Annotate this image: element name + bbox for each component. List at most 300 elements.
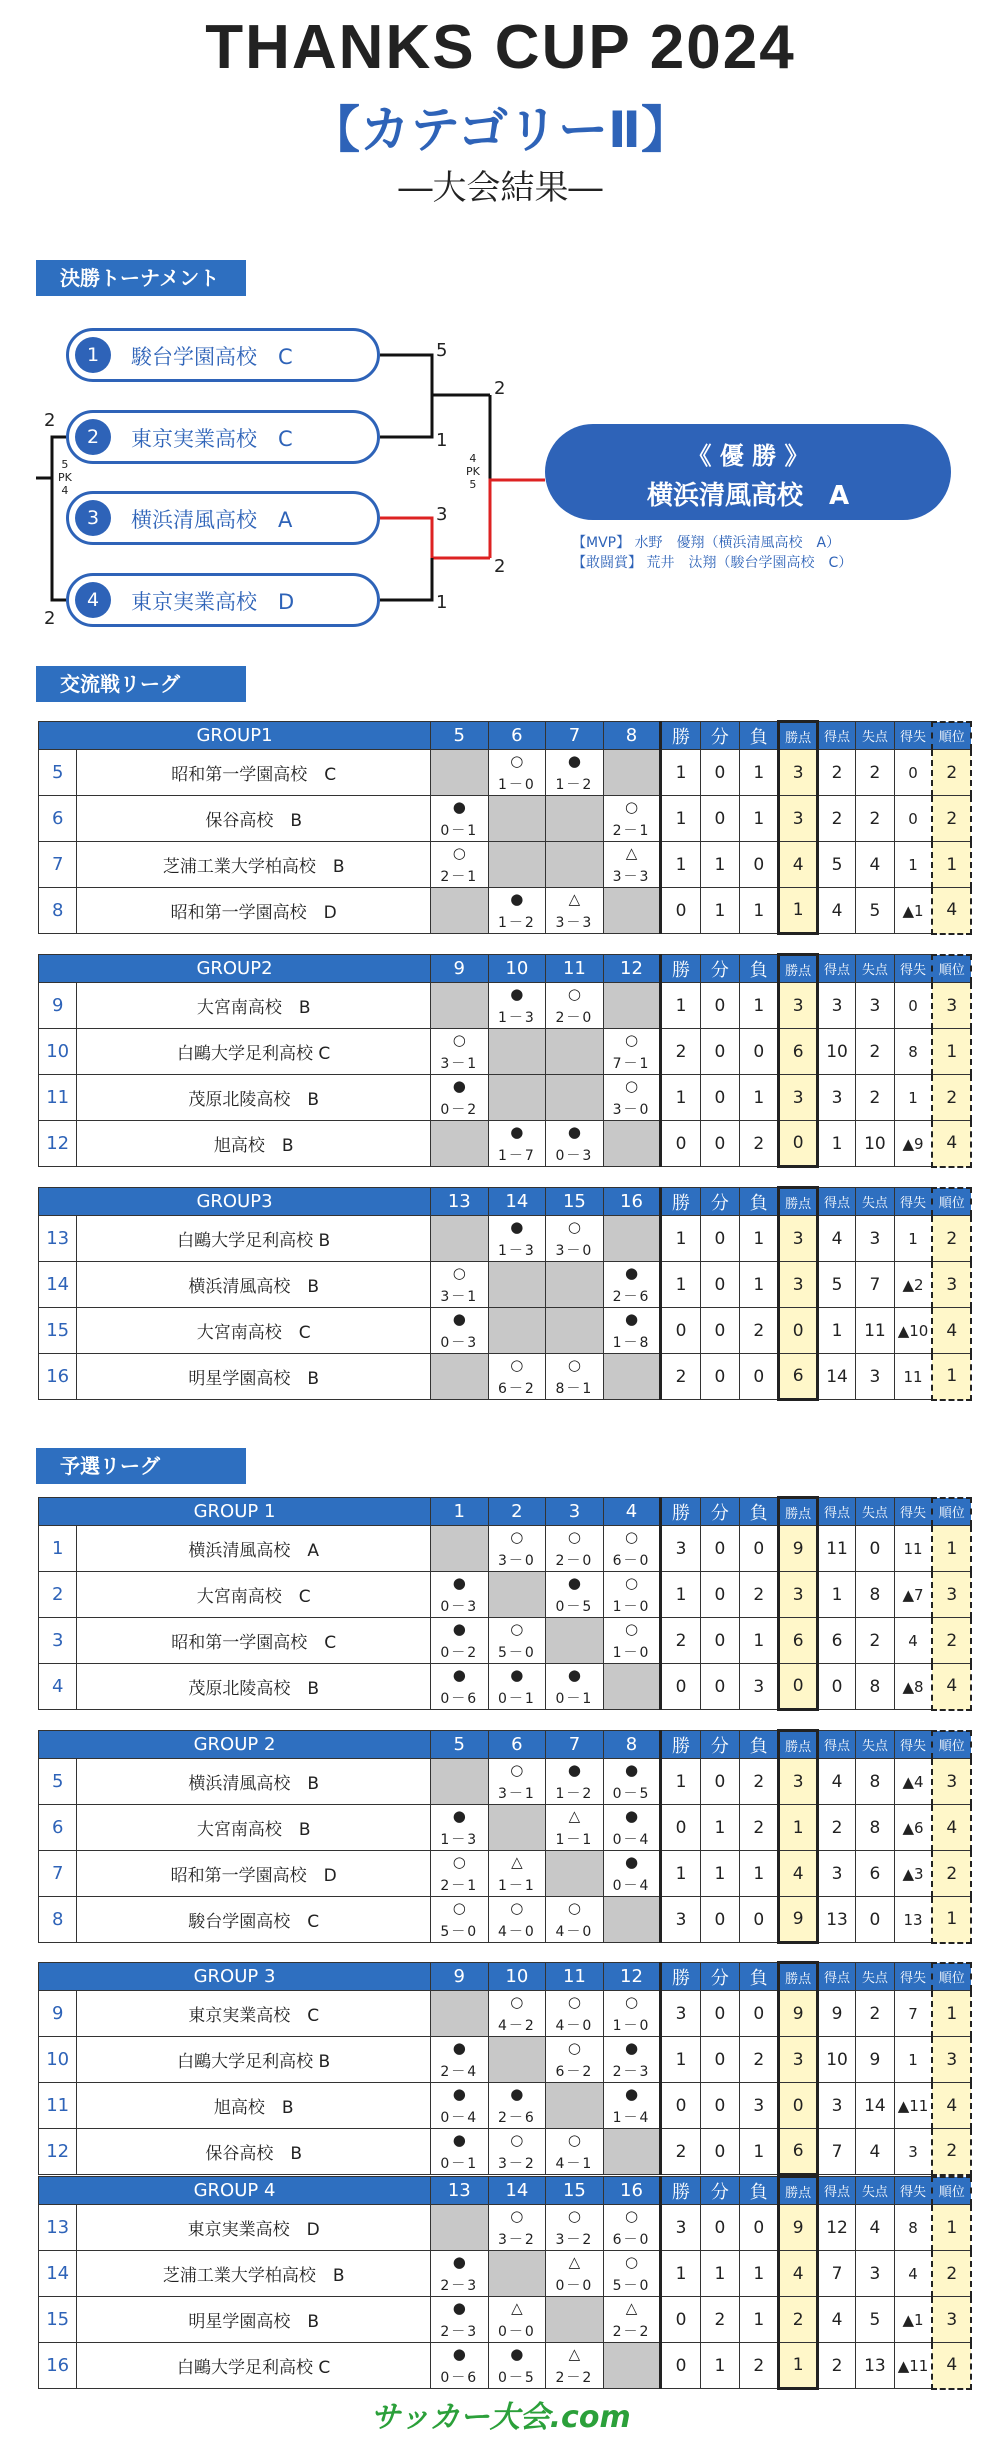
column-header: 8: [603, 1731, 661, 1759]
result-mark: ○: [510, 1619, 524, 1638]
result-score: 0－4: [612, 1877, 651, 1894]
match-result: [430, 2083, 488, 2129]
stat-header-win: 勝: [661, 1731, 700, 1759]
stat-ga: 8: [856, 1664, 894, 1710]
match-result: [603, 2205, 661, 2251]
match-result: [546, 1216, 604, 1262]
result-score: 2－2: [555, 2369, 594, 2386]
team-name: 明星学園高校 B: [77, 2297, 431, 2343]
match-result: [488, 1897, 546, 1943]
table-row: [39, 1526, 972, 1572]
group-name: GROUP 3: [39, 1963, 431, 1991]
stat-ga: 4: [856, 2205, 894, 2251]
result-mark: ●: [624, 1263, 639, 1282]
table-row: [39, 2083, 972, 2129]
stat-ga: 4: [856, 842, 894, 888]
result-mark: ○: [510, 1527, 524, 1546]
stat-header-loss: 負: [740, 955, 779, 983]
stat-rank: 1: [932, 1526, 971, 1572]
result-mark: ●: [510, 2084, 524, 2103]
stat-header-pts: 勝点: [779, 1498, 817, 1526]
match-result: [603, 1851, 661, 1897]
pk-left: 5 PK 4: [58, 458, 72, 497]
section-prelim: 予選リーグ: [36, 1448, 246, 1484]
stat-gf: 2: [817, 2343, 855, 2389]
stat-header-gd: 得失: [894, 1963, 932, 1991]
row-number: 11: [39, 2083, 77, 2129]
stat-l: 0: [740, 842, 779, 888]
team-name: 旭高校 B: [77, 1121, 431, 1167]
stat-gd: ▲4: [894, 1759, 932, 1805]
team-name: 芝浦工業大学柏高校 B: [77, 842, 431, 888]
stat-gf: 3: [817, 1851, 855, 1897]
stat-rank: 2: [932, 2251, 971, 2297]
stat-gd: ▲8: [894, 1664, 932, 1710]
match-result: [546, 2083, 604, 2129]
stat-gd: 1: [894, 1075, 932, 1121]
match-result: [430, 1354, 488, 1400]
match-result: [430, 1572, 488, 1618]
stat-w: 0: [661, 1805, 700, 1851]
stat-ga: 3: [856, 1354, 894, 1400]
result-score: 4－2: [497, 2017, 536, 2034]
team-name: 明星学園高校 B: [77, 1354, 431, 1400]
stat-w: 1: [661, 1572, 700, 1618]
stat-gf: 5: [817, 842, 855, 888]
result-mark: ○: [452, 1263, 466, 1282]
match-result: [488, 888, 546, 934]
stat-w: 0: [661, 888, 700, 934]
stat-w: 2: [661, 1029, 700, 1075]
match-result: [430, 2297, 488, 2343]
result-score: 1－0: [612, 2017, 651, 2034]
stat-rank: 3: [932, 1262, 971, 1308]
match-result: [488, 750, 546, 796]
stat-l: 1: [740, 796, 779, 842]
stat-d: 0: [700, 796, 739, 842]
score-semi2-top: 3: [436, 504, 448, 525]
column-header: 5: [430, 1731, 488, 1759]
result-mark: ●: [624, 1806, 639, 1825]
stat-header-loss: 負: [740, 722, 779, 750]
table-row: [39, 983, 972, 1029]
team-name: 旭高校 B: [77, 2083, 431, 2129]
result-score: 1－1: [555, 1831, 594, 1848]
result-score: 3－2: [555, 2231, 594, 2248]
column-header: 9: [430, 1963, 488, 1991]
stat-header-gd: 得失: [894, 1498, 932, 1526]
stat-header-rank: 順位: [932, 722, 971, 750]
stat-d: 0: [700, 1897, 739, 1943]
match-result: [430, 1308, 488, 1354]
match-result: [430, 983, 488, 1029]
stat-header-ga: 失点: [856, 1188, 894, 1216]
stat-rank: 4: [932, 2343, 971, 2389]
match-result: [430, 750, 488, 796]
result-mark: ●: [624, 2038, 639, 2057]
match-result: [488, 1991, 546, 2037]
stat-rank: 3: [932, 1759, 971, 1805]
result-mark: ○: [452, 1030, 466, 1049]
result-mark: △: [568, 889, 581, 908]
stat-gf: 2: [817, 796, 855, 842]
match-result: [546, 1991, 604, 2037]
result-score: 3－1: [497, 1785, 536, 1802]
result-mark: △: [511, 1852, 523, 1871]
result-mark: ●: [452, 2252, 466, 2271]
stat-pts: 0: [779, 2083, 817, 2129]
score-left-bottom: 2: [44, 608, 56, 629]
stat-header-rank: 順位: [932, 955, 971, 983]
score-semi2-bottom: 1: [436, 592, 448, 613]
column-header: 10: [488, 955, 546, 983]
stat-w: 0: [661, 1308, 700, 1354]
stat-header-rank: 順位: [932, 2177, 971, 2205]
stat-gf: 9: [817, 1991, 855, 2037]
stat-w: 1: [661, 1262, 700, 1308]
match-result: [603, 1075, 661, 1121]
column-header: 3: [546, 1498, 604, 1526]
mvp-award: 【MVP】 水野 優翔（横浜清風高校 A）: [572, 535, 841, 551]
group-name: GROUP 4: [39, 2177, 431, 2205]
result-score: 3－3: [555, 914, 594, 931]
result-score: 2－3: [440, 2323, 479, 2340]
team-name: 茂原北陵高校 B: [77, 1075, 431, 1121]
result-score: 0－5: [612, 1785, 651, 1802]
result-score: 1－3: [497, 1242, 536, 1259]
stat-pts: 9: [779, 1991, 817, 2037]
stat-ga: 5: [856, 2297, 894, 2343]
stat-l: 1: [740, 983, 779, 1029]
match-result: [546, 1526, 604, 1572]
stat-w: 0: [661, 2083, 700, 2129]
seed-number: 3: [75, 500, 111, 536]
result-score: 2－6: [497, 2109, 536, 2126]
result-score: 3－2: [497, 2231, 536, 2248]
score-final-top: 2: [494, 378, 506, 399]
match-result: [430, 2129, 488, 2175]
match-result: [546, 2129, 604, 2175]
stat-header-draw: 分: [700, 1963, 739, 1991]
row-number: 7: [39, 842, 77, 888]
stat-d: 1: [700, 1805, 739, 1851]
stat-gd: 8: [894, 1029, 932, 1075]
result-score: 3－2: [497, 2155, 536, 2172]
row-number: 4: [39, 1664, 77, 1710]
result-mark: ●: [452, 1309, 466, 1328]
result-mark: ●: [624, 1760, 639, 1779]
pk-right: 4 PK 5: [466, 452, 480, 491]
stat-ga: 3: [856, 2251, 894, 2297]
result-mark: △: [568, 2344, 581, 2363]
stat-pts: 3: [779, 1262, 817, 1308]
stat-header-rank: 順位: [932, 1963, 971, 1991]
stat-w: 1: [661, 750, 700, 796]
match-result: [603, 1526, 661, 1572]
result-score: 0－1: [555, 1690, 594, 1707]
stat-pts: 1: [779, 1805, 817, 1851]
stat-pts: 3: [779, 796, 817, 842]
row-number: 14: [39, 1262, 77, 1308]
match-result: [430, 1805, 488, 1851]
result-mark: ●: [452, 1806, 466, 1825]
stat-rank: 2: [932, 750, 971, 796]
stat-ga: 0: [856, 1526, 894, 1572]
stat-l: 0: [740, 1526, 779, 1572]
stat-gd: ▲11: [894, 2343, 932, 2389]
stat-pts: 9: [779, 1526, 817, 1572]
league-table: [38, 1961, 972, 2176]
stat-header-gf: 得点: [817, 1731, 855, 1759]
result-score: 0－4: [612, 1831, 651, 1848]
match-result: [603, 1216, 661, 1262]
result-score: 6－2: [497, 1380, 536, 1397]
result-score: 1－1: [497, 1877, 536, 1894]
column-header: 13: [430, 1188, 488, 1216]
result-mark: ○: [567, 1217, 581, 1236]
result-mark: ●: [624, 1309, 639, 1328]
result-score: 1－7: [497, 1147, 536, 1164]
stat-rank: 4: [932, 1121, 971, 1167]
column-header: 7: [546, 1731, 604, 1759]
match-result: [546, 1664, 604, 1710]
result-mark: ●: [452, 797, 466, 816]
stat-gd: ▲11: [894, 2083, 932, 2129]
result-mark: ○: [452, 1852, 466, 1871]
match-result: [546, 2297, 604, 2343]
league-table: [38, 720, 972, 935]
stat-pts: 9: [779, 2205, 817, 2251]
match-result: [430, 2037, 488, 2083]
stat-header-ga: 失点: [856, 1731, 894, 1759]
match-result: [546, 888, 604, 934]
result-score: 2－1: [440, 1877, 479, 1894]
match-result: [603, 1354, 661, 1400]
result-score: 3－0: [555, 1242, 594, 1259]
subtitle: ―大会結果―: [398, 168, 603, 208]
result-score: 3－1: [440, 1055, 479, 1072]
stat-l: 2: [740, 2037, 779, 2083]
stat-header-gf: 得点: [817, 2177, 855, 2205]
result-mark: ●: [510, 1665, 524, 1684]
column-header: 1: [430, 1498, 488, 1526]
stat-w: 2: [661, 2129, 700, 2175]
stat-header-ga: 失点: [856, 722, 894, 750]
table-row: [39, 1121, 972, 1167]
match-result: [603, 2251, 661, 2297]
result-mark: △: [625, 2298, 638, 2317]
stat-header-rank: 順位: [932, 1498, 971, 1526]
stat-l: 2: [740, 1805, 779, 1851]
match-result: [546, 1618, 604, 1664]
stat-rank: 2: [932, 1851, 971, 1897]
result-mark: ○: [567, 1527, 581, 1546]
result-mark: ●: [452, 1573, 466, 1592]
stat-pts: 4: [779, 1851, 817, 1897]
column-header: 7: [546, 722, 604, 750]
stat-gf: 13: [817, 1897, 855, 1943]
table-row: [39, 1805, 972, 1851]
bracket-team-4: [66, 573, 380, 627]
match-result: [488, 2037, 546, 2083]
league-table: [38, 2175, 972, 2390]
result-score: 0－1: [440, 822, 479, 839]
result-mark: ○: [510, 2130, 524, 2149]
result-mark: ○: [624, 1527, 639, 1546]
column-header: 12: [603, 1963, 661, 1991]
column-header: 6: [488, 722, 546, 750]
result-score: 1－2: [555, 776, 594, 793]
stat-header-win: 勝: [661, 1188, 700, 1216]
result-mark: ●: [510, 1217, 524, 1236]
result-score: 1－0: [497, 776, 536, 793]
stat-header-gd: 得失: [894, 955, 932, 983]
result-score: 2－4: [440, 2063, 479, 2080]
match-result: [430, 842, 488, 888]
match-result: [488, 1805, 546, 1851]
stat-rank: 4: [932, 1664, 971, 1710]
result-score: 0－2: [440, 1101, 479, 1118]
result-mark: ○: [510, 1355, 524, 1374]
team-name: 白鷗大学足利高校 B: [77, 1216, 431, 1262]
stat-gd: ▲1: [894, 888, 932, 934]
result-mark: ●: [624, 1852, 639, 1871]
result-score: 0－2: [440, 1644, 479, 1661]
stat-gd: 13: [894, 1897, 932, 1943]
stat-l: 1: [740, 1851, 779, 1897]
row-number: 5: [39, 1759, 77, 1805]
team-name: 東京実業高校 D: [131, 590, 295, 614]
match-result: [603, 1572, 661, 1618]
stat-gd: ▲10: [894, 1308, 932, 1354]
result-mark: ●: [452, 1619, 466, 1638]
bracket-team-2: [66, 410, 380, 464]
row-number: 8: [39, 1897, 77, 1943]
result-mark: ●: [452, 2038, 466, 2057]
stat-ga: 2: [856, 1618, 894, 1664]
stat-rank: 1: [932, 1897, 971, 1943]
match-result: [546, 1308, 604, 1354]
result-mark: ○: [567, 1898, 581, 1917]
table-row: [39, 2297, 972, 2343]
row-number: 16: [39, 2343, 77, 2389]
champion-box: [545, 424, 951, 520]
match-result: [546, 1897, 604, 1943]
match-result: [430, 1897, 488, 1943]
stat-gd: 4: [894, 1618, 932, 1664]
row-number: 5: [39, 750, 77, 796]
stat-w: 1: [661, 796, 700, 842]
seed-number: 4: [75, 582, 111, 618]
stat-ga: 0: [856, 1897, 894, 1943]
stat-l: 2: [740, 1121, 779, 1167]
stat-w: 0: [661, 1121, 700, 1167]
stat-rank: 4: [932, 2083, 971, 2129]
match-result: [546, 2205, 604, 2251]
stat-l: 2: [740, 1759, 779, 1805]
stat-gf: 6: [817, 1618, 855, 1664]
stat-gd: 0: [894, 983, 932, 1029]
stat-gd: 0: [894, 796, 932, 842]
row-number: 12: [39, 1121, 77, 1167]
stat-gf: 3: [817, 983, 855, 1029]
row-number: 13: [39, 2205, 77, 2251]
stat-l: 1: [740, 1075, 779, 1121]
team-name: 昭和第一学園高校 C: [77, 750, 431, 796]
match-result: [488, 1121, 546, 1167]
stat-gf: 1: [817, 1308, 855, 1354]
result-score: 3－0: [612, 1101, 651, 1118]
column-header: 8: [603, 722, 661, 750]
result-mark: ○: [624, 1573, 639, 1592]
match-result: [430, 1526, 488, 1572]
page-title: THANKS CUP 2024: [205, 13, 796, 82]
team-name: 白鷗大学足利高校 B: [77, 2037, 431, 2083]
stat-header-win: 勝: [661, 955, 700, 983]
stat-ga: 10: [856, 1121, 894, 1167]
team-name: 昭和第一学園高校 D: [77, 888, 431, 934]
result-mark: ○: [624, 797, 639, 816]
stat-d: 0: [700, 1664, 739, 1710]
stat-ga: 2: [856, 796, 894, 842]
table-row: [39, 1851, 972, 1897]
section-exchange: 交流戦リーグ: [36, 666, 246, 702]
match-result: [488, 2251, 546, 2297]
stat-l: 2: [740, 1308, 779, 1354]
match-result: [430, 1029, 488, 1075]
stat-w: 2: [661, 1618, 700, 1664]
league-table: [38, 1729, 972, 1944]
result-mark: ●: [452, 1665, 466, 1684]
stat-gf: 12: [817, 2205, 855, 2251]
stat-gf: 10: [817, 2037, 855, 2083]
row-number: 2: [39, 1572, 77, 1618]
stat-header-rank: 順位: [932, 1731, 971, 1759]
result-score: 8－1: [555, 1380, 594, 1397]
result-score: 1－0: [612, 1644, 651, 1661]
match-result: [488, 1618, 546, 1664]
team-name: 茂原北陵高校 B: [77, 1664, 431, 1710]
result-score: 0－3: [440, 1598, 479, 1615]
match-result: [488, 1262, 546, 1308]
match-result: [546, 1075, 604, 1121]
result-mark: ○: [452, 1898, 466, 1917]
stat-l: 3: [740, 1664, 779, 1710]
stat-ga: 3: [856, 983, 894, 1029]
result-mark: △: [511, 2298, 523, 2317]
stat-d: 1: [700, 842, 739, 888]
result-mark: ○: [510, 751, 524, 770]
stat-gd: 11: [894, 1526, 932, 1572]
result-mark: ●: [452, 1076, 466, 1095]
stat-header-draw: 分: [700, 955, 739, 983]
stat-gf: 1: [817, 1572, 855, 1618]
result-mark: ○: [567, 2130, 581, 2149]
stat-ga: 8: [856, 1759, 894, 1805]
stat-d: 0: [700, 983, 739, 1029]
result-score: 2－1: [440, 868, 479, 885]
result-score: 4－0: [555, 2017, 594, 2034]
match-result: [603, 2343, 661, 2389]
team-name: 東京実業高校 C: [77, 1991, 431, 2037]
stat-w: 2: [661, 1354, 700, 1400]
stat-gf: 4: [817, 1759, 855, 1805]
result-score: 4－1: [555, 2155, 594, 2172]
match-result: [488, 2297, 546, 2343]
row-number: 8: [39, 888, 77, 934]
row-number: 3: [39, 1618, 77, 1664]
match-result: [488, 1354, 546, 1400]
